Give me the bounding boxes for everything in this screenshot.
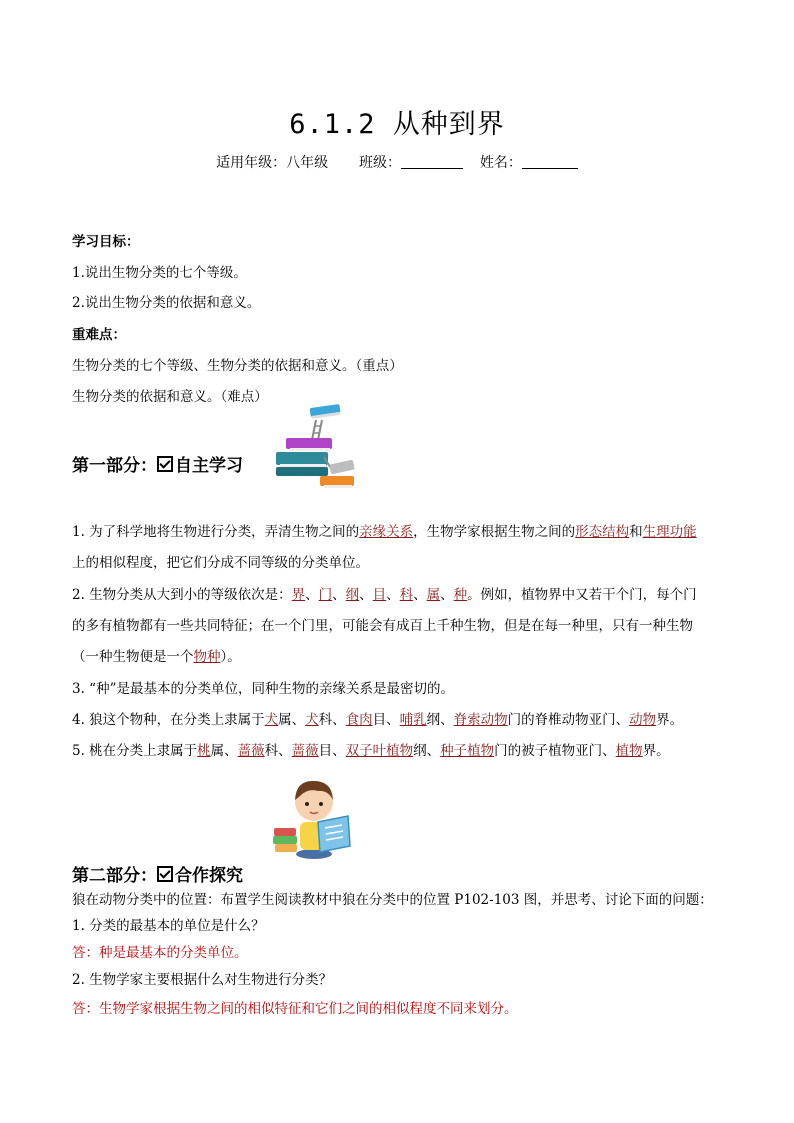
part1-heading <box>72 451 243 476</box>
part2-intro: 狼在动物分类中的位置：布置学生阅读教材中狼在分类中的位置 P102-103 图，并思考、讨论下面的问题： <box>72 892 713 908</box>
text: （一种生物便是一个 <box>72 649 194 665</box>
keyword-blank: 蔷薇 <box>291 743 319 759</box>
text: 目、 <box>318 743 346 759</box>
separator: 、 <box>332 587 346 603</box>
text: 界。 <box>656 712 684 728</box>
keyword-blank: 植物 <box>615 743 643 759</box>
class-blank-field[interactable] <box>401 154 463 169</box>
part1-paragraph-2 <box>72 583 697 603</box>
part2-heading-label: 第二部分： <box>72 866 157 886</box>
separator: 、 <box>359 587 373 603</box>
keyword-blank: 生理功能 <box>642 524 697 540</box>
text: 和 <box>629 524 643 540</box>
page-title: 6.1.2 从种到界 <box>289 109 505 140</box>
text: ，生物学家根据生物之间的 <box>413 524 576 540</box>
separator: 、 <box>413 587 427 603</box>
part1-paragraph-2-end <box>72 645 241 665</box>
text: 属、 <box>210 743 238 759</box>
part2-question-2: 2. 生物学家主要根据什么对生物进行分类？ <box>72 972 333 988</box>
keypoint-item: 生物分类的依据和意义。（难点） <box>72 389 268 405</box>
rank-keyword: 科 <box>399 587 414 603</box>
books-icon <box>276 404 355 488</box>
keyword-blank: 桃 <box>197 743 211 759</box>
objectives-heading: 学习目标： <box>72 234 140 250</box>
grade-value: 八年级 <box>286 155 329 171</box>
rank-keyword: 种 <box>453 587 468 603</box>
rank-keyword: 门 <box>318 587 333 603</box>
text: 纲、 <box>426 712 454 728</box>
part1-paragraph-3: 3. “种”是最基本的分类单位，同种生物的亲缘关系是最密切的。 <box>72 681 454 697</box>
keyword-blank: 亲缘关系 <box>359 524 414 540</box>
keyword-blank: 犬 <box>264 712 279 728</box>
text: 5. 桃在分类上隶属于 <box>72 743 198 759</box>
keypoints-heading: 重难点： <box>72 327 126 343</box>
part1-paragraph-5 <box>72 739 670 759</box>
part1-heading-label: 第一部分： <box>72 456 157 476</box>
keyword-blank: 犬 <box>305 712 319 728</box>
keyword-blank: 蔷薇 <box>237 743 265 759</box>
text: 界。 <box>642 743 670 759</box>
text: 科、 <box>264 743 292 759</box>
keyword-blank: 哺乳 <box>399 712 427 728</box>
keyword-blank: 动物 <box>629 712 657 728</box>
class-label: 班级： <box>359 155 401 171</box>
text: 目、 <box>372 712 400 728</box>
rank-keyword: 属 <box>426 587 441 603</box>
keyword-blank: 形态结构 <box>575 524 630 540</box>
part1-heading-suffix: 自主学习 <box>175 456 243 476</box>
text: 属、 <box>278 712 306 728</box>
text: 纲、 <box>413 743 441 759</box>
text: 。例如，植物界中又若干个门，每个门 <box>467 587 697 603</box>
rank-keyword: 目 <box>372 587 387 603</box>
checkbox-checked-icon <box>157 866 173 882</box>
boy-reading-illustration <box>270 772 352 862</box>
part2-question-1: 1. 分类的最基本的单位是什么？ <box>72 918 265 934</box>
keypoint-item: 生物分类的七个等级、生物分类的依据和意义。（重点） <box>72 358 403 374</box>
text: 科、 <box>318 712 346 728</box>
separator: 、 <box>440 587 454 603</box>
text: 4. 狼这个物种，在分类上隶属于 <box>72 712 265 728</box>
part2-answer-2: 答：生物学家根据生物之间的相似特征和它们之间的相似程度不同来划分。 <box>72 1001 518 1017</box>
name-blank-field[interactable] <box>522 154 578 169</box>
text: 1. 为了科学地将生物进行分类，弄清生物之间的 <box>72 524 360 540</box>
reading-boy-icon <box>273 781 350 859</box>
text: 门的脊椎动物亚门、 <box>507 712 630 728</box>
keyword-blank: 种子植物 <box>440 743 495 759</box>
rank-keyword: 纲 <box>345 587 360 603</box>
part1-paragraph-2-cont: 的多有植物都有一些共同特征；在一个门里，可能会有成百上千种生物，但是在每一种里，只有一种生物 <box>72 618 693 634</box>
objective-item: 2.说出生物分类的依据和意义。 <box>72 295 261 311</box>
part1-paragraph-1-cont: 上的相似程度，把它们分成不同等级的分类单位。 <box>72 555 369 571</box>
keyword-blank: 脊索动物 <box>453 712 508 728</box>
text: 2. 生物分类从大到小的等级依次是： <box>72 587 292 603</box>
separator: 、 <box>386 587 400 603</box>
text: 门的被子植物亚门、 <box>494 743 616 759</box>
grade-label: 适用年级： <box>216 155 287 171</box>
separator: 、 <box>305 587 319 603</box>
text: ）。 <box>220 649 241 665</box>
name-label: 姓名： <box>479 155 522 171</box>
keyword-blank: 食肉 <box>345 712 373 728</box>
keyword-blank: 双子叶植物 <box>345 743 414 759</box>
objective-item: 1.说出生物分类的七个等级。 <box>72 265 247 281</box>
keyword-blank: 物种 <box>193 649 221 665</box>
books-illustration <box>272 402 358 494</box>
part2-heading-suffix: 合作探究 <box>175 866 243 886</box>
part2-answer-1: 答：种是最基本的分类单位。 <box>72 945 248 961</box>
part2-heading <box>72 861 243 886</box>
checkbox-checked-icon <box>157 456 173 472</box>
rank-keyword: 界 <box>291 587 306 603</box>
part1-paragraph-4 <box>72 708 683 728</box>
part1-paragraph-1 <box>72 520 697 540</box>
worksheet-meta <box>0 152 794 172</box>
